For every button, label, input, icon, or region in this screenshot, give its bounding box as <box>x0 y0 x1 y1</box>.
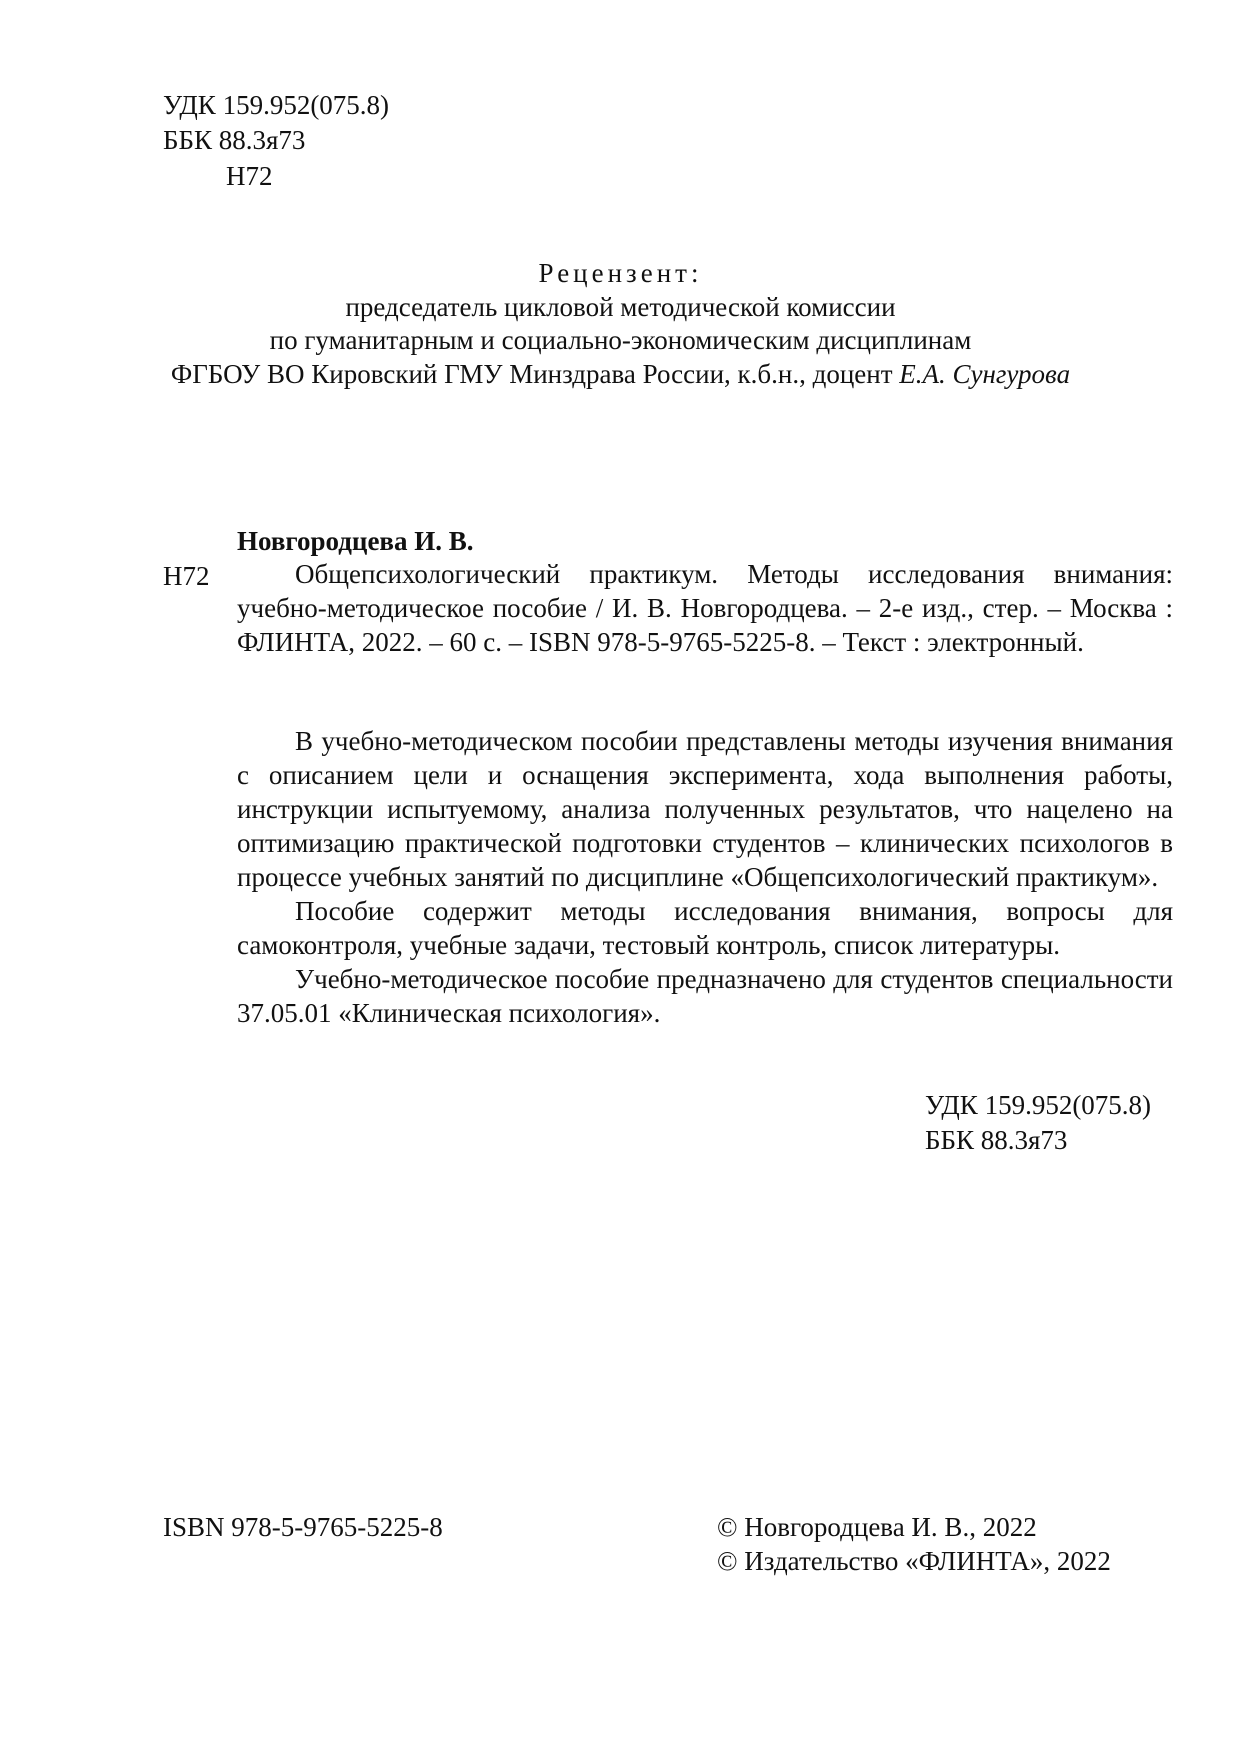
footer-copyright-author: © Новгородцева И. В., 2022 <box>717 1512 1037 1542</box>
reviewer-line-3 <box>0 361 1241 388</box>
annotation <box>237 724 1173 1030</box>
reviewer-line-2: по гуманитарным и социально-экономическим дисциплинам <box>269 325 972 355</box>
annotation-paragraph-3: Учебно-методическое пособие предназначено для студентов специальности 37.05.01 «Клиническая психология». <box>237 964 1173 1028</box>
header-author-code: Н72 <box>226 161 273 191</box>
header-bbk: ББК 88.3я73 <box>163 125 306 155</box>
bibliography-author: Новгородцева И. В. <box>237 526 474 556</box>
reviewer-affiliation: ФГБОУ ВО Кировский ГМУ Минздрава России, к.б.н., доцент <box>170 359 900 389</box>
reviewer-line-1: председатель цикловой методической комиссии <box>345 292 896 322</box>
reviewer-title: Рецензент: <box>538 258 703 288</box>
header-udk: УДК 159.952(075.8) <box>163 90 390 120</box>
bibliography-description <box>237 557 1173 659</box>
annotation-paragraph-1: В учебно-методическом пособии представлены методы изучения внимания с описанием цели и оснащения эксперимента, хода выполнения работы, инструкции испытуемому, анализа полученных результатов, что нацелено на оптимизацию практической подготовки студентов – клинических психологов в процессе учебных занятий по дисциплине «Общепсихологический практикум». <box>237 726 1173 892</box>
bibliography-code: Н72 <box>163 561 210 591</box>
bibliography-description-text: Общепсихологический практикум. Методы исследования внимания: учебно-методическое пособие / И. В. Новгородцева. – 2-е изд., стер. – Москва : ФЛИНТА, 2022. – 60 с. – ISBN 978-5-9765-5225-8. – Текст : электронный. <box>237 559 1173 657</box>
reviewer-name: Е.А. Сунгурова <box>899 359 1071 389</box>
footer-copyright-publisher: © Издательство «ФЛИНТА», 2022 <box>717 1546 1111 1576</box>
classification-udk: УДК 159.952(075.8) <box>925 1090 1152 1120</box>
footer-isbn: ISBN 978-5-9765-5225-8 <box>163 1512 443 1542</box>
annotation-paragraph-2: Пособие содержит методы исследования внимания, вопросы для самоконтроля, учебные задачи, тестовый контроль, список литературы. <box>237 896 1173 960</box>
classification-bbk: ББК 88.3я73 <box>925 1125 1068 1155</box>
